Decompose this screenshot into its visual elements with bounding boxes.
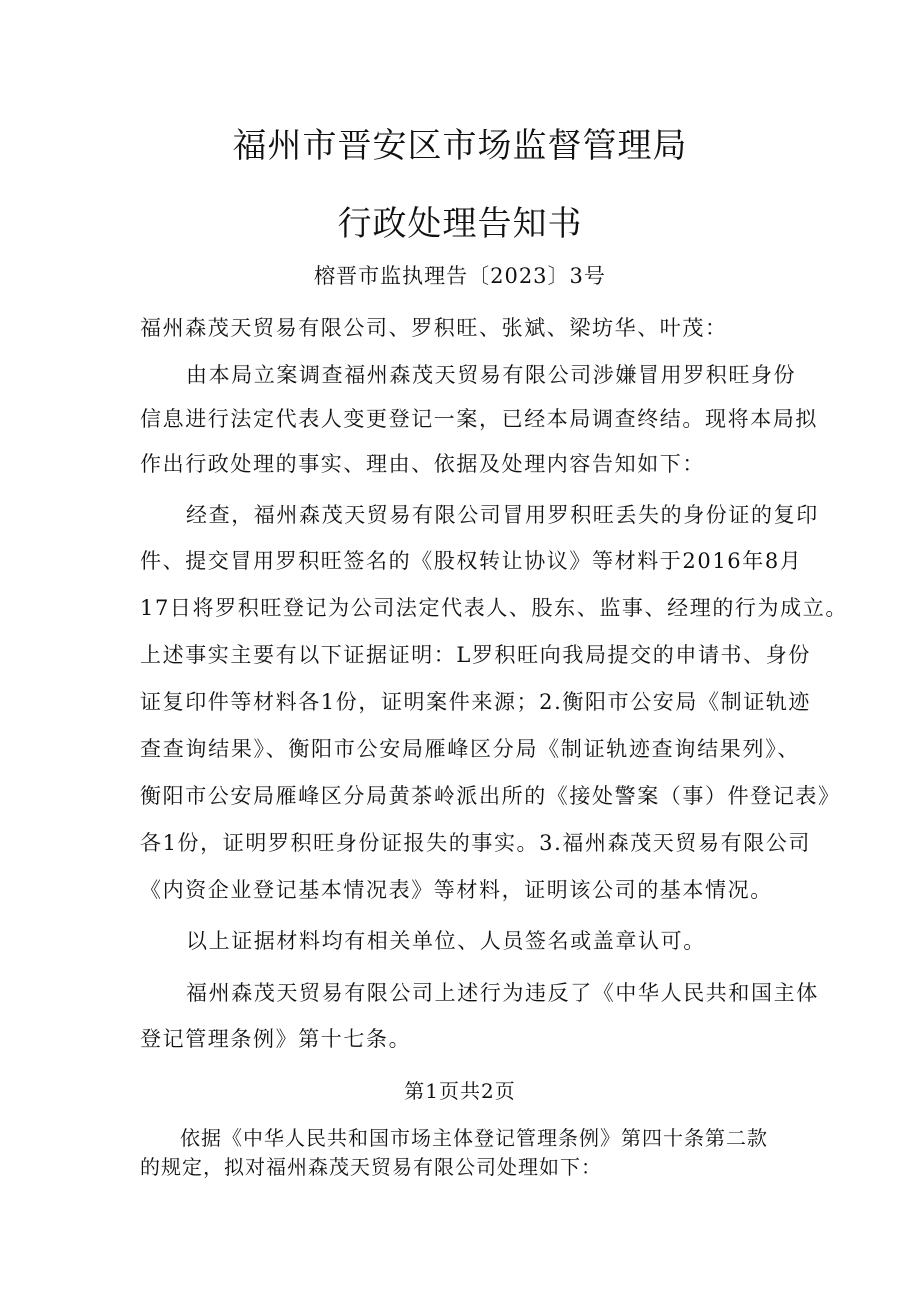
body-line: 证复印件等材料各1份，证明案件来源；2.衡阳市公安局《制证轨迹: [140, 690, 811, 714]
body-line: 查查询结果》、衡阳市公安局雁峰区分局《制证轨迹查询结果列》、: [140, 737, 800, 761]
body-line: 由本局立案调查福州森茂天贸易有限公司涉嫌冒用罗积旺身份: [186, 363, 797, 387]
body-line: 上述事实主要有以下证据证明：L罗积旺向我局提交的申请书、身份: [140, 643, 811, 667]
page2-line: 依据《中华人民共和国市场主体登记管理条例》第四十条第二款: [180, 1126, 768, 1150]
body-line: 17日将罗积旺登记为公司法定代表人、股东、监事、经理的行为成立。: [140, 596, 848, 620]
body-line: 福州森茂天贸易有限公司上述行为违反了《中华人民共和国主体: [186, 981, 819, 1005]
document-title-notice: 行政处理告知书: [337, 204, 583, 244]
document-number: 榕晋市监执理告〔2023〕3号: [314, 264, 606, 288]
addressee: 福州森茂天贸易有限公司、罗积旺、张斌、梁坊华、叶茂：: [140, 316, 728, 340]
page-number: 第1页共2页: [404, 1079, 516, 1103]
body-line: 经查，福州森茂天贸易有限公司冒用罗积旺丢失的身份证的复印: [186, 503, 819, 527]
body-line: 件、提交冒用罗积旺签名的《股权转让协议》等材料于2016年8月: [140, 549, 803, 573]
body-line: 各1份，证明罗积旺身份证报失的事实。3.福州森茂天贸易有限公司: [140, 831, 811, 855]
body-line: 作出行政处理的事实、理由、依据及处理内容告知如下：: [140, 452, 705, 476]
body-line: 信息进行法定代表人变更登记一案，已经本局调查终结。现将本局拟: [140, 407, 818, 431]
body-line: 以上证据材料均有相关单位、人员签名或盖章认可。: [186, 929, 706, 953]
body-line: 衡阳市公安局雁峰区分局黄茶岭派出所的《接处警案（事）件登记表》: [140, 784, 841, 808]
document-title-agency: 福州市晋安区市场监督管理局: [232, 126, 688, 166]
page2-line: 的规定，拟对福州森茂天贸易有限公司处理如下：: [140, 1155, 602, 1179]
body-line: 登记管理条例》第十七条。: [140, 1027, 412, 1051]
body-line: 《内资企业登记基本情况表》等材料，证明该公司的基本情况。: [140, 878, 773, 902]
